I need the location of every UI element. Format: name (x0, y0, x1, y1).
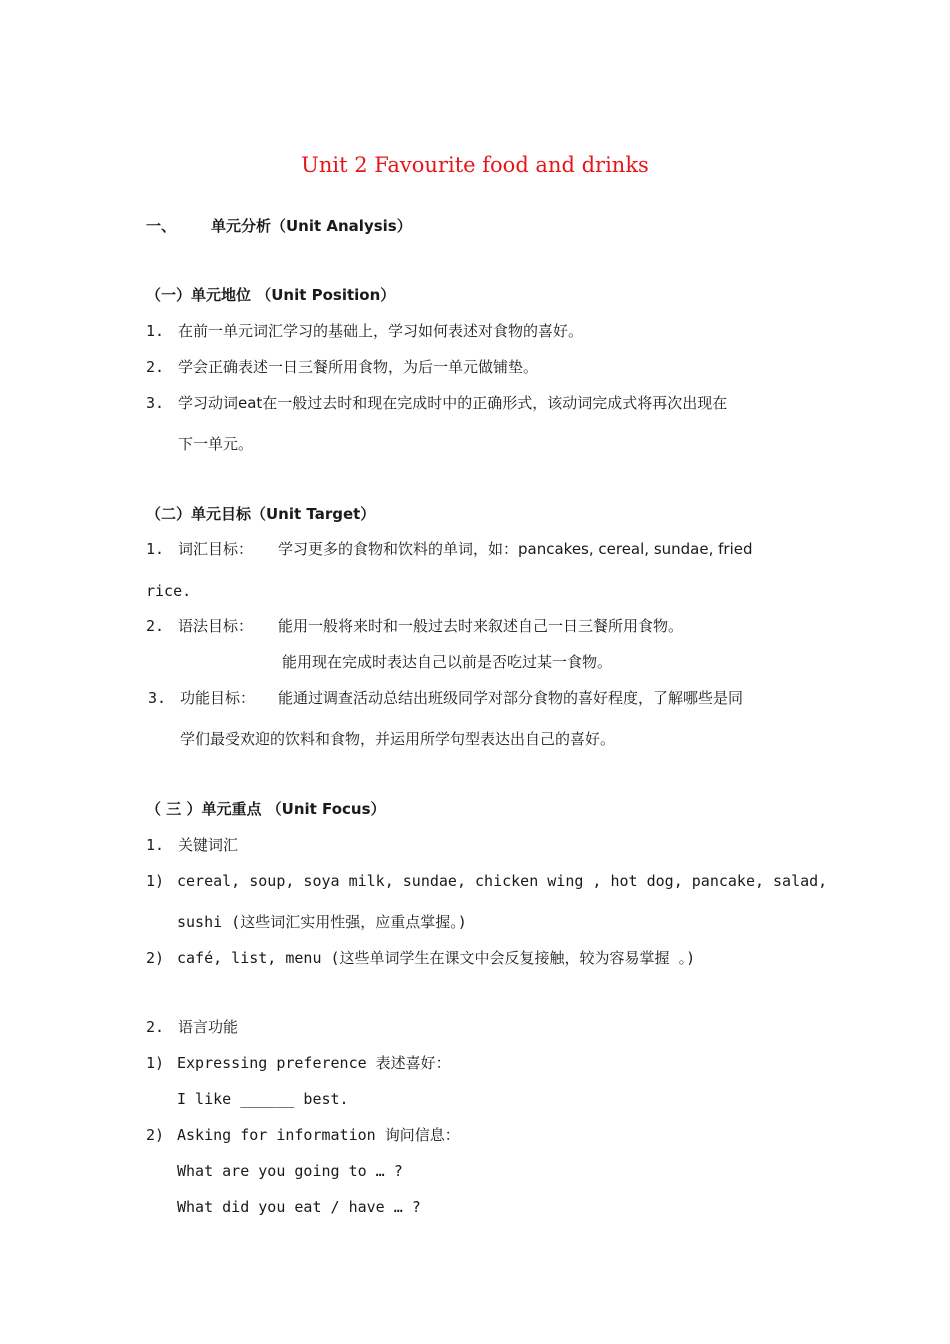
target-label: 词汇目标： (178, 540, 254, 558)
subsection-label: 关键词汇 (178, 836, 239, 854)
focus-heading: （ 三 ）单元重点 （Unit Focus） (146, 800, 386, 818)
list-number: 3. (146, 394, 165, 412)
list-item: 在前一单元词汇学习的基础上，学习如何表述对食物的喜好。 (178, 322, 584, 340)
example-sentence: What did you eat / have … ? (177, 1198, 421, 1216)
example-sentence: I like ______ best. (177, 1090, 349, 1108)
list-item-continuation: 下一单元。 (178, 435, 254, 453)
list-number: 1. (146, 540, 165, 558)
list-number: 2) (146, 949, 165, 967)
list-number: 3. (148, 689, 167, 707)
list-number: 1. (146, 322, 165, 340)
list-item: 学会正确表述一日三餐所用食物，为后一单元做铺垫。 (178, 358, 539, 376)
document-title: Unit 2 Favourite food and drinks (301, 153, 649, 177)
list-item-continuation: sushi (这些词汇实用性强，应重点掌握。) (177, 913, 467, 931)
list-item: 能通过调查活动总结出班级同学对部分食物的喜好程度，了解哪些是同 (278, 689, 744, 707)
function-item: Expressing preference 表述喜好： (177, 1054, 451, 1072)
example-sentence: What are you going to … ? (177, 1162, 403, 1180)
target-heading: （二）单元目标（Unit Target） (146, 505, 376, 523)
target-label: 语法目标： (178, 617, 254, 635)
list-item: 能用一般将来时和一般过去时来叙述自己一日三餐所用食物。 (278, 617, 684, 635)
list-item: 学习动词eat在一般过去时和现在完成时中的正确形式，该动词完成式将再次出现在 (178, 394, 728, 412)
vocab-list: café, list, menu (这些单词学生在课文中会反复接触，较为容易掌握 。) (177, 949, 696, 967)
list-number: 2. (146, 1018, 165, 1036)
list-item: 学习更多的食物和饮料的单词，如：pancakes, cereal, sundae, fried (278, 540, 753, 558)
section-heading: 单元分析（Unit Analysis） (211, 217, 412, 235)
list-item-continuation: rice. (146, 582, 192, 600)
subsection-label: 语言功能 (178, 1018, 239, 1036)
list-item-continuation: 能用现在完成时表达自己以前是否吃过某一食物。 (282, 653, 613, 671)
target-label: 功能目标： (180, 689, 256, 707)
list-number: 2. (146, 358, 165, 376)
list-number: 1) (146, 1054, 165, 1072)
position-heading: （一）单元地位 （Unit Position） (146, 286, 396, 304)
list-number: 2. (146, 617, 165, 635)
list-number: 1. (146, 836, 165, 854)
function-item: Asking for information 询问信息： (177, 1126, 460, 1144)
vocab-list: cereal, soup, soya milk, sundae, chicken wing , hot dog, pancake, salad, (177, 872, 828, 890)
list-number: 1) (146, 872, 165, 890)
list-number: 2) (146, 1126, 165, 1144)
section-number: 一、 (146, 217, 177, 235)
list-item-continuation: 学们最受欢迎的饮料和食物，并运用所学句型表达出自己的喜好。 (180, 730, 616, 748)
